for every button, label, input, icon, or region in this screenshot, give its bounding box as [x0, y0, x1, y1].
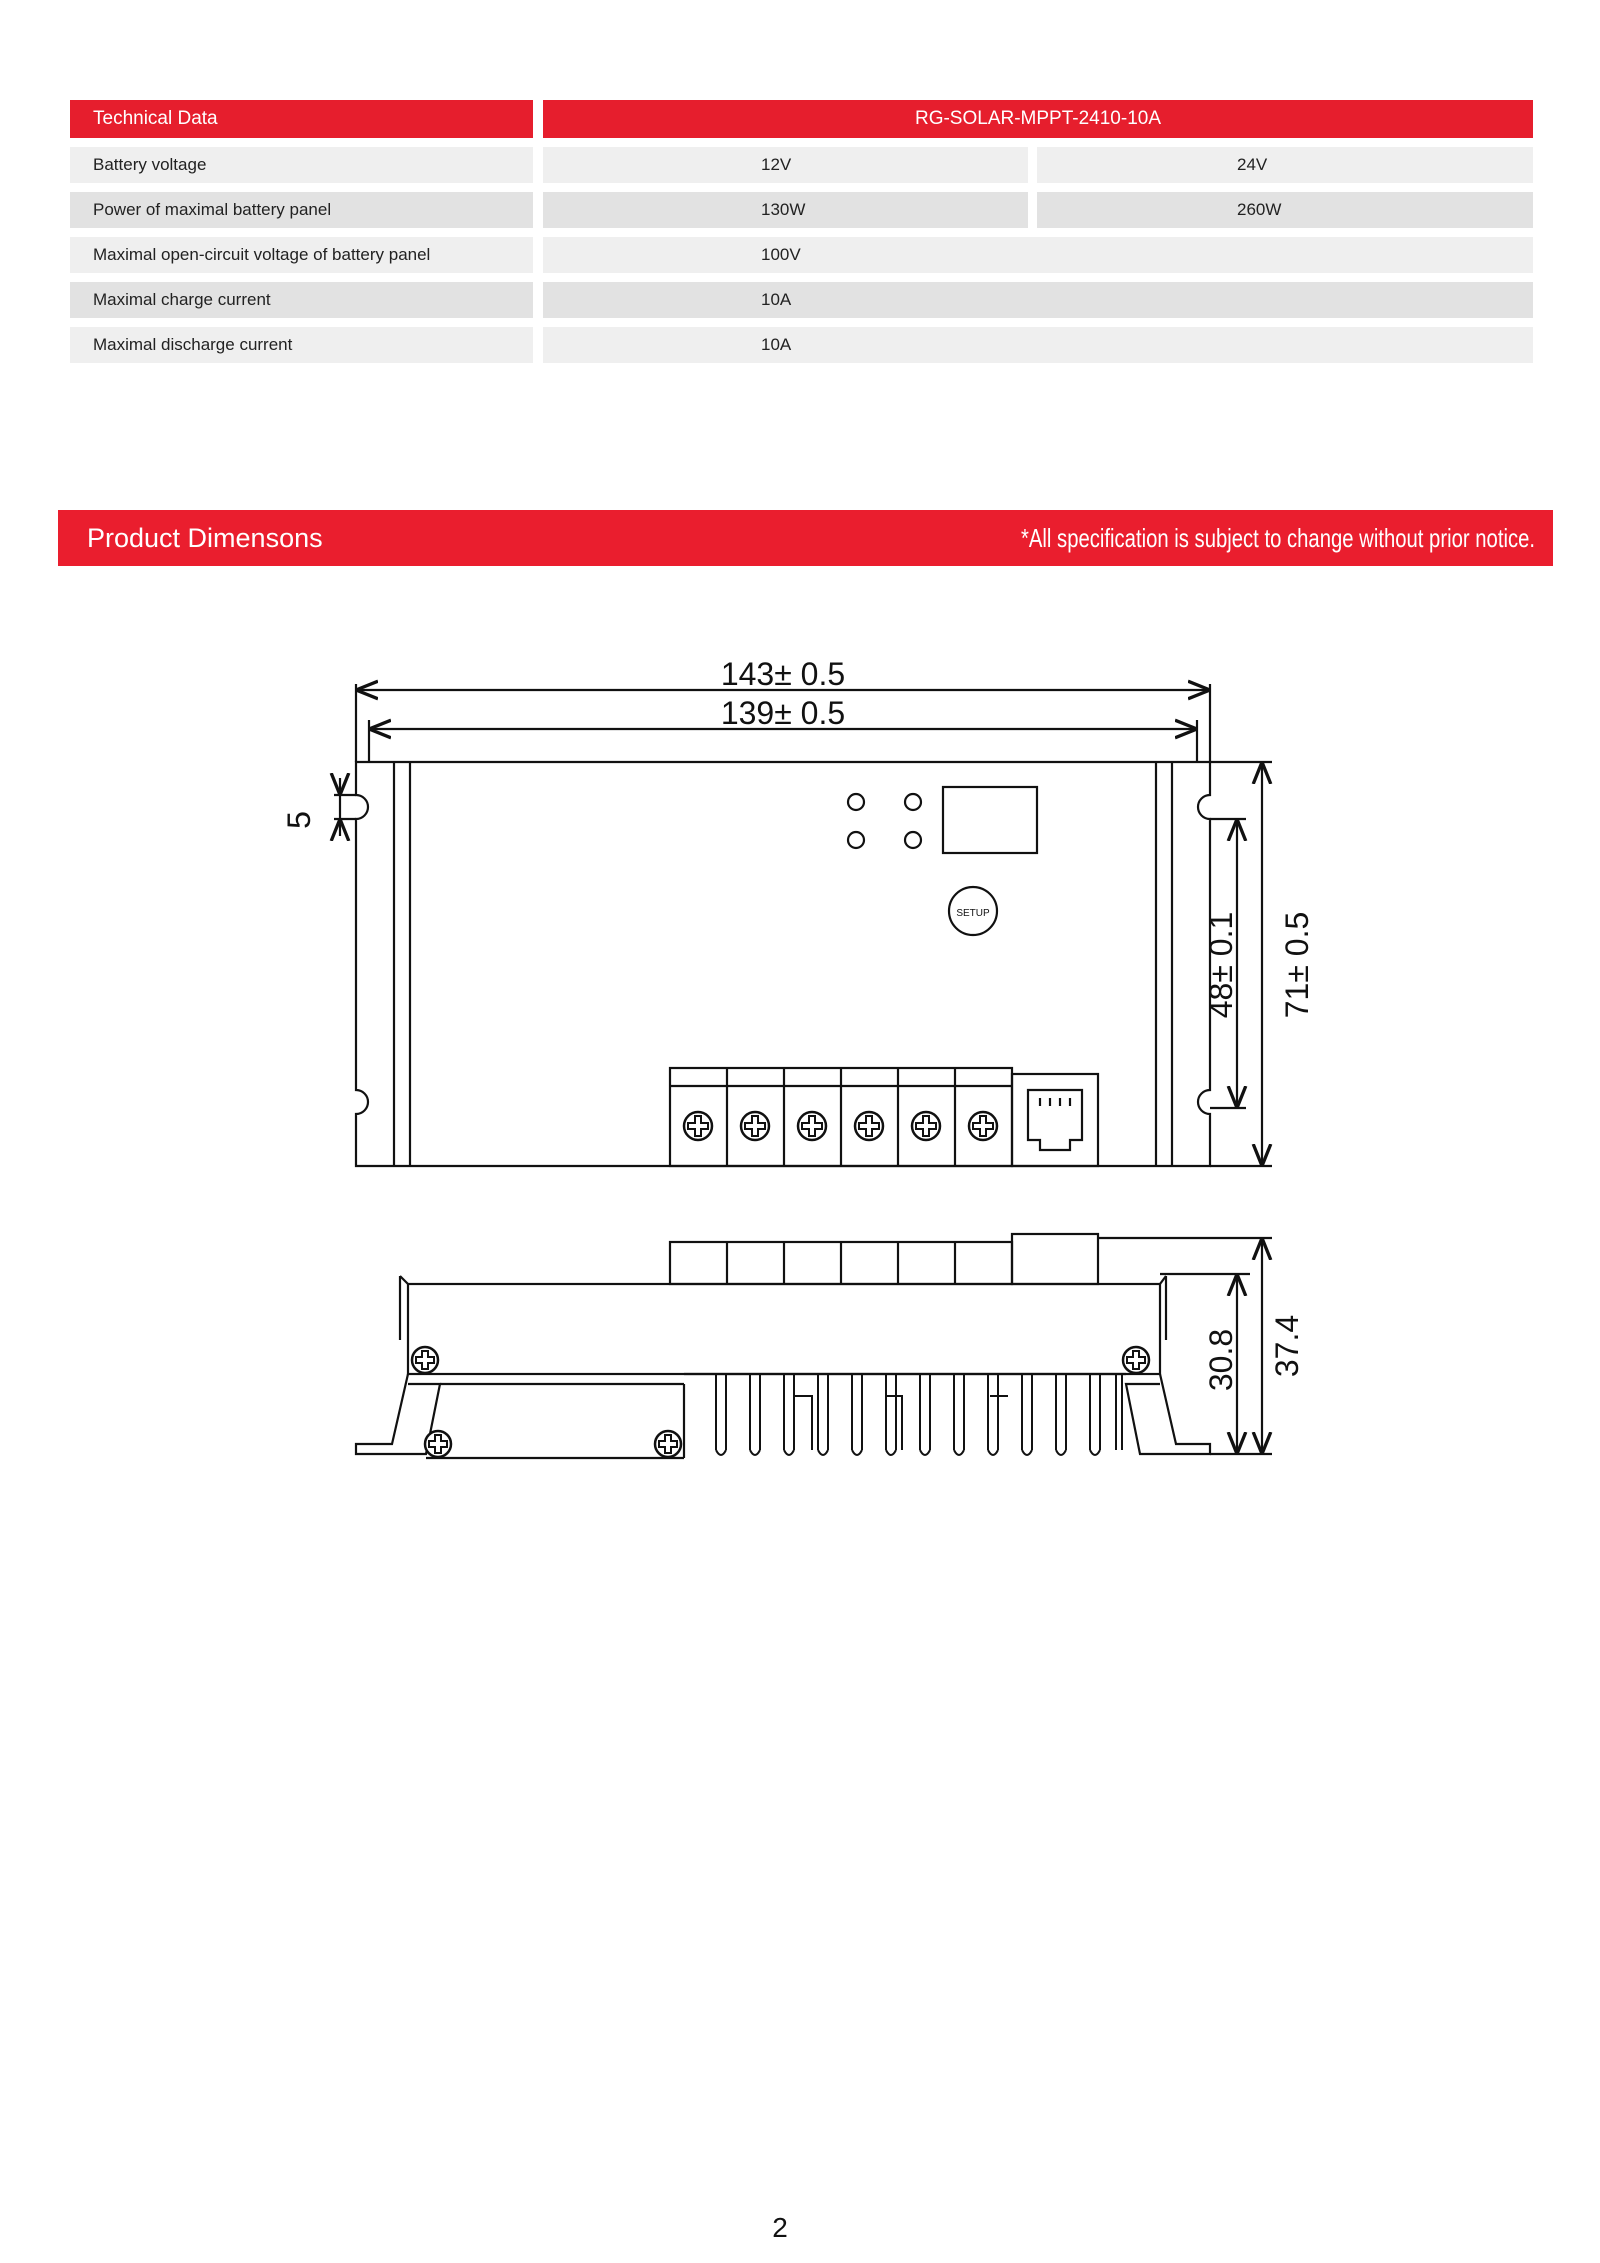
section-title: Product Dimensons: [87, 523, 323, 553]
row-value: 260W: [1037, 192, 1533, 228]
dim-width-inner: 139± 0.5: [720, 695, 846, 731]
dim-width-outer: 143± 0.5: [720, 656, 846, 692]
row-label: Maximal discharge current: [70, 327, 533, 363]
header-technical-data: Technical Data: [70, 100, 533, 138]
dim-height-inner: 48± 0.1: [1203, 911, 1239, 1019]
dim-height-outer: 71± 0.5: [1279, 911, 1315, 1019]
row-value: 12V: [543, 147, 1028, 183]
row-label: Maximal charge current: [70, 282, 533, 318]
header-model: RG-SOLAR-MPPT-2410-10A: [543, 100, 1533, 138]
dim-slot: 5: [281, 811, 317, 829]
disclaimer-note: *All specification is subject to change without prior notice.: [1020, 523, 1535, 553]
setup-button-label: SETUP: [956, 908, 990, 919]
mounting-screw-icon: [412, 1347, 1149, 1457]
page-number: 2: [772, 2212, 788, 2243]
row-label: Battery voltage: [70, 147, 533, 183]
row-label: Power of maximal battery panel: [70, 192, 533, 228]
row-value: 130W: [543, 192, 1028, 228]
row-value: 10A: [543, 327, 1533, 363]
dim-depth-outer: 37.4: [1269, 1314, 1305, 1378]
dim-depth-inner: 30.8: [1203, 1328, 1239, 1392]
row-value: 24V: [1037, 147, 1533, 183]
row-value: 100V: [543, 237, 1533, 273]
row-value: 10A: [543, 282, 1533, 318]
row-label: Maximal open-circuit voltage of battery panel: [70, 237, 533, 273]
